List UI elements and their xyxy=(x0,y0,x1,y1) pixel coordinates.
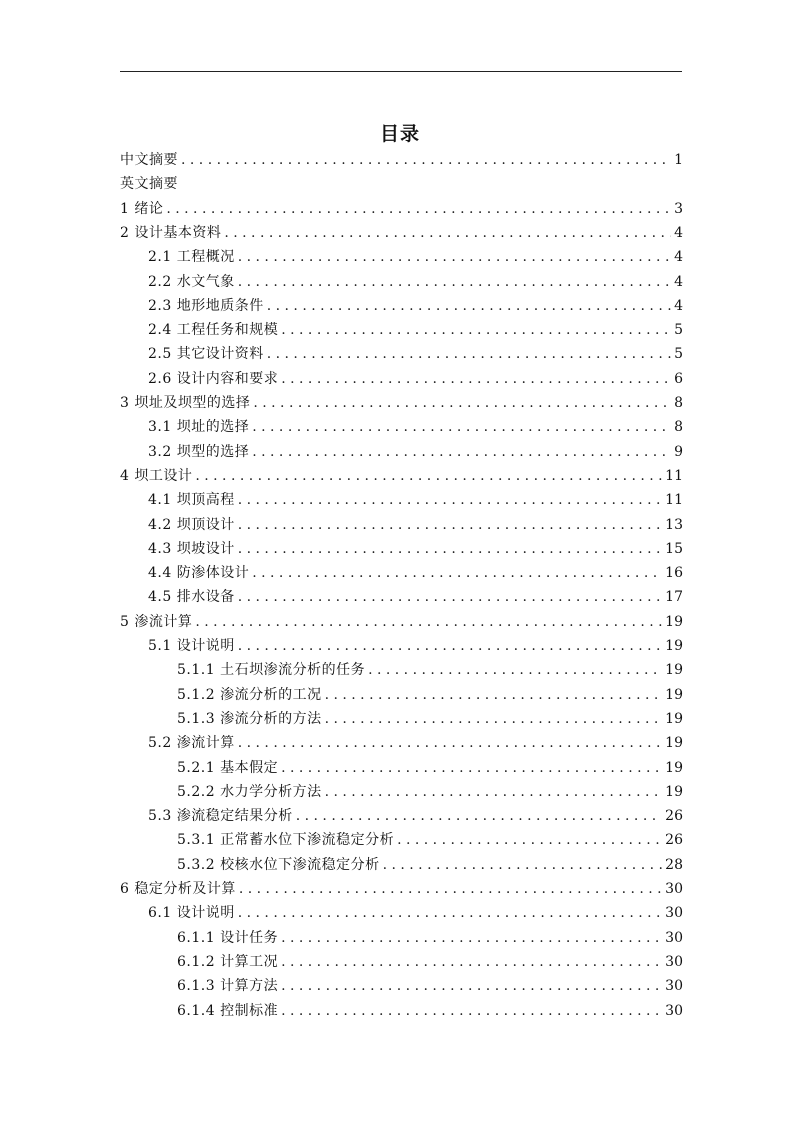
toc-entry-page: 13 xyxy=(665,516,683,533)
toc-leader-dots xyxy=(281,756,662,780)
toc-leader-dots xyxy=(281,926,662,950)
toc-leader-dots xyxy=(252,415,671,439)
toc-leader-dots xyxy=(239,877,662,901)
toc-entry-page: 8 xyxy=(674,395,683,411)
toc-entry-label: 5.3.1 正常蓄水位下渗流稳定分析 xyxy=(177,832,395,849)
toc-leader-dots xyxy=(267,294,671,318)
toc-entry[interactable] xyxy=(148,513,683,537)
toc-leader-dots xyxy=(195,464,662,488)
toc-entry-page: 15 xyxy=(665,540,683,557)
toc-entry-page: 8 xyxy=(674,419,683,436)
toc-entry-page: 30 xyxy=(665,905,683,922)
toc-entry-label: 4.5 排水设备 xyxy=(148,589,235,606)
toc-entry[interactable] xyxy=(148,318,683,342)
toc-entry-label: 中文摘要 xyxy=(120,152,178,168)
toc-entry-page: 6 xyxy=(674,370,683,387)
toc-leader-dots xyxy=(238,270,671,294)
toc-entry-page: 30 xyxy=(665,978,683,995)
toc-leader-dots xyxy=(238,634,662,658)
header-rule xyxy=(120,71,682,72)
toc-entry-label: 英文摘要 xyxy=(120,176,178,193)
toc-entry-label: 5.1.2 渗流分析的工况 xyxy=(177,686,322,703)
toc-entry-page: 19 xyxy=(665,662,683,679)
toc-entry[interactable] xyxy=(177,658,683,682)
toc-entry-page: 30 xyxy=(665,1002,683,1019)
toc-entry-label: 5.2.2 水力学分析方法 xyxy=(177,783,322,800)
toc-entry[interactable] xyxy=(148,367,683,391)
toc-entry-page: 11 xyxy=(665,467,683,484)
toc-entry[interactable] xyxy=(177,756,683,780)
toc-entry-page: 19 xyxy=(665,735,683,752)
toc-entry-label: 5.2 渗流计算 xyxy=(148,735,235,752)
toc-entry[interactable] xyxy=(148,585,683,609)
toc-entry-page: 1 xyxy=(674,152,683,168)
toc-entry-page: 19 xyxy=(665,613,683,630)
toc-entry[interactable] xyxy=(120,197,683,221)
toc-entry-page: 4 xyxy=(674,273,683,290)
toc-entry[interactable] xyxy=(177,999,683,1023)
toc-entry[interactable] xyxy=(148,537,683,561)
toc-entry-page: 4 xyxy=(674,249,683,266)
toc-leader-dots xyxy=(253,391,671,415)
toc-entry-label: 5 渗流计算 xyxy=(120,613,193,630)
toc-entry-page: 16 xyxy=(665,565,683,582)
toc-entry-label: 6 稳定分析及计算 xyxy=(120,881,236,897)
toc-entry-page: 5 xyxy=(674,346,683,363)
toc-entry-page: 19 xyxy=(665,686,683,703)
toc-entry-page: 9 xyxy=(674,443,683,460)
toc-entry-label: 5.3.2 校核水位下渗流稳定分析 xyxy=(177,856,380,873)
toc-entry[interactable] xyxy=(148,901,683,925)
toc-leader-dots xyxy=(383,853,663,877)
toc-leader-dots xyxy=(252,561,662,585)
toc-leader-dots xyxy=(166,197,671,221)
toc-entry[interactable] xyxy=(177,950,683,974)
toc-entry[interactable] xyxy=(148,488,683,512)
toc-entry-page: 17 xyxy=(665,589,683,606)
toc-leader-dots xyxy=(252,440,671,464)
toc-entry-page: 5 xyxy=(674,322,683,339)
toc-entry-label: 6.1.4 控制标准 xyxy=(177,1002,279,1019)
toc-entry-label: 6.1.2 计算工况 xyxy=(177,953,279,970)
toc-entry-label: 2.4 工程任务和规模 xyxy=(148,322,279,339)
toc-entry[interactable] xyxy=(177,780,683,804)
toc-leader-dots xyxy=(238,488,662,512)
toc-leader-dots xyxy=(397,828,662,852)
toc-entry[interactable] xyxy=(120,877,683,901)
toc-leader-dots xyxy=(281,974,662,998)
toc-entry-page: 26 xyxy=(665,832,683,849)
toc-leader-dots xyxy=(238,731,662,755)
toc-entry-label: 6.1 设计说明 xyxy=(148,905,235,922)
toc-entry-page: 26 xyxy=(665,808,683,825)
toc-leader-dots xyxy=(238,585,662,609)
toc-entry-label: 5.1.1 土石坝渗流分析的任务 xyxy=(177,662,366,679)
toc-entry[interactable] xyxy=(177,853,683,877)
toc-entry[interactable] xyxy=(148,561,683,585)
toc-leader-dots xyxy=(281,999,662,1023)
toc-entry-page: 19 xyxy=(665,759,683,776)
toc-entry[interactable] xyxy=(120,172,683,196)
toc-entry-label: 5.1.3 渗流分析的方法 xyxy=(177,710,322,727)
toc-entry[interactable] xyxy=(120,221,683,245)
toc-leader-dots xyxy=(195,610,662,634)
toc-entry[interactable] xyxy=(177,683,683,707)
toc-entry-label: 3.1 坝址的选择 xyxy=(148,419,250,436)
toc-entry[interactable] xyxy=(148,245,683,269)
toc-entry-label: 4.2 坝顶设计 xyxy=(148,516,235,533)
toc-entry[interactable] xyxy=(177,926,683,950)
toc-leader-dots xyxy=(238,245,671,269)
toc-entry[interactable] xyxy=(148,270,683,294)
toc-entry[interactable] xyxy=(177,974,683,998)
toc-entry-label: 4 坝工设计 xyxy=(120,467,193,484)
toc-entry-label: 4.4 防渗体设计 xyxy=(148,565,250,582)
toc-leader-dots xyxy=(281,950,662,974)
toc-entry[interactable] xyxy=(120,464,683,488)
toc-entry-label: 4.1 坝顶高程 xyxy=(148,492,235,509)
toc-leader-dots xyxy=(296,804,662,828)
toc-entry-label: 2.2 水文气象 xyxy=(148,273,235,290)
toc-entry-label: 5.2.1 基本假定 xyxy=(177,759,279,776)
toc-entry-label: 2 设计基本资料 xyxy=(120,224,222,241)
toc-leader-dots xyxy=(325,780,663,804)
toc-leader-dots xyxy=(325,707,663,731)
toc-entry[interactable] xyxy=(148,294,683,318)
toc-entry[interactable] xyxy=(177,707,683,731)
toc-leader-dots xyxy=(181,148,671,172)
toc-entry-label: 2.3 地形地质条件 xyxy=(148,297,264,314)
toc-leader-dots xyxy=(325,683,663,707)
toc-entry-page: 30 xyxy=(665,953,683,970)
toc-entry-page: 19 xyxy=(665,638,683,654)
toc-entry[interactable] xyxy=(148,804,683,828)
toc-entry-page: 11 xyxy=(665,492,683,509)
toc-entry-label: 2.1 工程概况 xyxy=(148,249,235,266)
toc-leader-dots xyxy=(267,342,671,366)
toc-entry-page: 4 xyxy=(674,224,683,241)
toc-leader-dots xyxy=(238,901,662,925)
toc-entry[interactable] xyxy=(148,731,683,755)
toc-entry-page: 3 xyxy=(674,200,683,217)
toc-entry[interactable] xyxy=(148,634,683,658)
toc-leader-dots xyxy=(238,537,662,561)
toc-entry-label: 2.5 其它设计资料 xyxy=(148,346,264,363)
toc-entry-label: 6.1.3 计算方法 xyxy=(177,978,279,995)
toc-entry[interactable] xyxy=(120,148,683,172)
toc-entry-label: 5.3 渗流稳定结果分析 xyxy=(148,808,293,825)
toc-entry-page: 28 xyxy=(665,856,683,873)
toc-entry[interactable] xyxy=(177,828,683,852)
toc-leader-dots xyxy=(281,318,671,342)
toc-entry-label: 2.6 设计内容和要求 xyxy=(148,370,279,387)
toc-entry-page: 19 xyxy=(665,710,683,727)
toc-entry-page: 4 xyxy=(674,297,683,314)
toc-entry-page: 19 xyxy=(665,783,683,800)
toc-leader-dots xyxy=(238,513,662,537)
toc-entry[interactable] xyxy=(120,391,683,415)
toc-entry[interactable] xyxy=(148,342,683,366)
toc-leader-dots xyxy=(224,221,671,245)
toc-entry-label: 4.3 坝坡设计 xyxy=(148,540,235,557)
toc-title: 目录 xyxy=(379,123,420,145)
toc-entry-label: 6.1.1 设计任务 xyxy=(177,929,279,946)
toc-entry-label: 3.2 坝型的选择 xyxy=(148,443,250,460)
toc-leader-dots xyxy=(281,367,671,391)
toc-entry-label: 5.1 设计说明 xyxy=(148,638,235,654)
toc-leader-dots xyxy=(368,658,662,682)
toc-entry-page: 30 xyxy=(665,881,683,897)
toc-entry-label: 3 坝址及坝型的选择 xyxy=(120,395,251,411)
toc-entry[interactable] xyxy=(148,415,683,439)
toc-entry[interactable] xyxy=(148,440,683,464)
toc-entry-page: 30 xyxy=(665,929,683,946)
toc-entry-label: 1 绪论 xyxy=(120,200,164,217)
toc-entry[interactable] xyxy=(120,610,683,634)
